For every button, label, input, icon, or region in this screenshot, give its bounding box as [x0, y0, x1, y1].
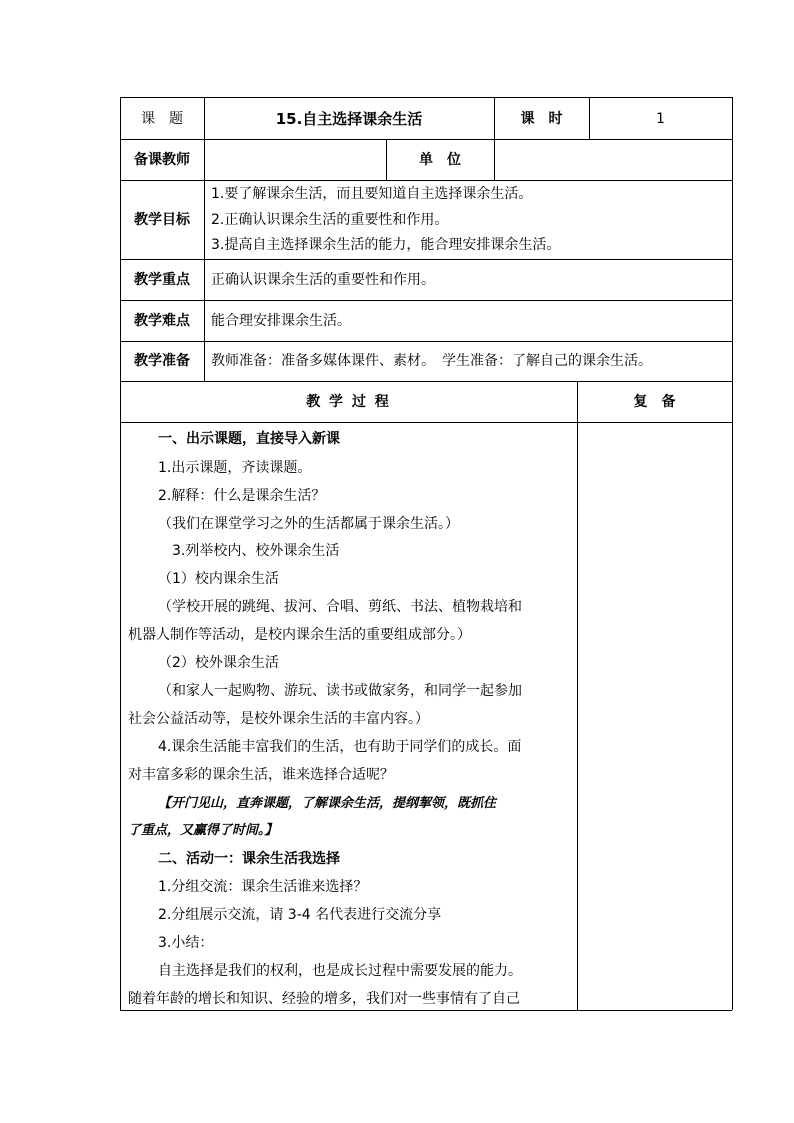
- topic-label: 课 题: [141, 111, 183, 127]
- row-divider: [120, 259, 732, 260]
- row-divider: [120, 422, 732, 423]
- preparation-value: 教师准备：准备多媒体课件、素材。 学生准备：了解自己的课余生活。: [211, 353, 652, 369]
- goal-item: 2.正确认识课余生活的重要性和作用。: [211, 212, 449, 228]
- process-line: 2.解释：什么是课余生活？: [158, 488, 326, 504]
- goals-label: 教学目标: [134, 212, 190, 228]
- period-label: 课 时: [520, 111, 563, 127]
- process-line: 4.课余生活能丰富我们的生活，也有助于同学们的成长。面: [158, 739, 522, 755]
- col-divider: [204, 97, 205, 381]
- goal-item: 3.提高自主选择课余生活的能力，能合理安排课余生活。: [211, 237, 561, 253]
- col-divider: [577, 381, 578, 1010]
- row-divider: [120, 180, 732, 181]
- period-value: 1: [656, 111, 665, 127]
- topic-value: 15.自主选择课余生活: [275, 110, 423, 128]
- process-line: （和家人一起购物、游玩、读书或做家务，和同学一起参加: [158, 683, 522, 699]
- unit-label: 单 位: [419, 152, 461, 168]
- row-divider: [120, 341, 732, 342]
- row-divider: [120, 139, 732, 140]
- process-line: 1.分组交流：课余生活谁来选择？: [158, 879, 368, 895]
- difficulty-label: 教学难点: [134, 313, 190, 329]
- process-line: （1）校内课余生活: [158, 571, 279, 587]
- col-divider: [494, 139, 495, 180]
- process-line: 对丰富多彩的课余生活，谁来选择合适呢？: [128, 767, 394, 783]
- section-heading: 二、活动一：课余生活我选择: [158, 851, 340, 867]
- process-line: 2.分组展示交流，请 3-4 名代表进行交流分享: [158, 907, 442, 923]
- goal-item: 1.要了解课余生活，而且要知道自主选择课余生活。: [211, 186, 533, 202]
- teaching-note: 了重点，又赢得了时间。】: [128, 823, 278, 838]
- teacher-label: 备课教师: [134, 152, 190, 168]
- key-point-label: 教学重点: [134, 272, 190, 288]
- table-border-top: [120, 97, 732, 98]
- process-label: 教 学 过 程: [306, 394, 391, 410]
- process-line: 1.出示课题，齐读课题。: [158, 460, 312, 476]
- process-line: （我们在课堂学习之外的生活都属于课余生活。）: [158, 516, 459, 532]
- table-border-bottom: [120, 1010, 732, 1011]
- difficulty-value: 能合理安排课余生活。: [211, 313, 351, 329]
- process-line: 3.列举校内、校外课余生活: [172, 543, 340, 559]
- process-line: 社会公益活动等，是校外课余生活的丰富内容。）: [128, 711, 429, 727]
- preparation-label: 教学准备: [134, 353, 190, 369]
- row-divider: [120, 300, 732, 301]
- row-divider: [120, 381, 732, 382]
- process-line: 自主选择是我们的权利，也是成长过程中需要发展的能力。: [158, 963, 522, 979]
- process-line: 3.小结：: [158, 935, 214, 951]
- key-point-value: 正确认识课余生活的重要性和作用。: [211, 272, 435, 288]
- section-heading: 一、出示课题，直接导入新课: [158, 431, 340, 447]
- table-border-right: [732, 97, 733, 1010]
- review-label: 复 备: [633, 394, 676, 410]
- process-line: （2）校外课余生活: [158, 655, 279, 671]
- process-line: 随着年龄的增长和知识、经验的增多，我们对一些事情有了自己: [128, 991, 520, 1007]
- teaching-note: 【开门见山，直奔课题，了解课余生活，提纲挈领，既抓住: [158, 796, 497, 811]
- process-line: （学校开展的跳绳、拔河、合唱、剪纸、书法、植物栽培和: [158, 599, 522, 615]
- process-line: 机器人制作等活动，是校内课余生活的重要组成部分。）: [128, 627, 471, 643]
- table-border-left: [120, 97, 121, 1010]
